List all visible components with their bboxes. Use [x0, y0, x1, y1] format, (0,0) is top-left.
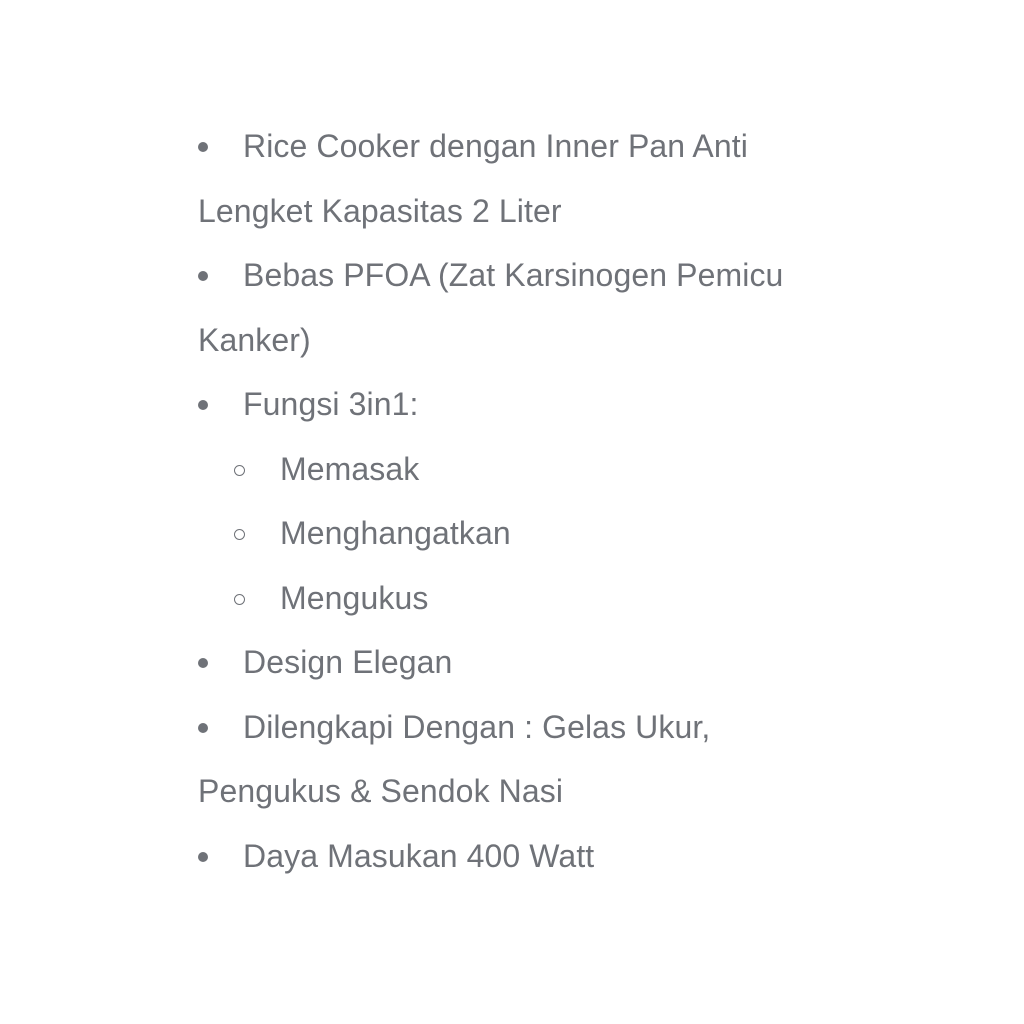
sub-list-item-text: Mengukus	[280, 579, 429, 616]
list-item	[198, 695, 858, 824]
list-item-text: Daya Masukan 400 Watt	[243, 837, 595, 874]
bullet-disc-icon	[198, 852, 208, 862]
list-item-text: Dilengkapi Dengan : Gelas Ukur, Pengukus & Sendok Nasi	[198, 708, 711, 809]
sub-list-item	[198, 501, 858, 566]
sub-list-item	[198, 566, 858, 631]
feature-list	[198, 114, 858, 888]
bullet-disc-icon	[198, 271, 208, 281]
list-item	[198, 372, 858, 437]
list-item	[198, 114, 858, 243]
list-item-text: Design Elegan	[243, 644, 453, 680]
sub-list-item	[198, 437, 858, 502]
list-item-text: Bebas PFOA (Zat Karsinogen Pemicu Kanker)	[198, 257, 784, 358]
list-item	[198, 824, 858, 889]
bullet-disc-icon	[198, 142, 208, 152]
bullet-disc-icon	[198, 658, 208, 668]
list-item-text: Fungsi 3in1:	[243, 386, 419, 422]
bullet-circle-icon	[234, 529, 245, 540]
sub-list-item-text: Memasak	[280, 450, 420, 487]
bullet-disc-icon	[198, 723, 208, 733]
bullet-disc-icon	[198, 400, 208, 410]
list-item-text: Rice Cooker dengan Inner Pan Anti Lengket Kapasitas 2 Liter	[198, 128, 748, 229]
sub-list-item-text: Menghangatkan	[280, 515, 511, 551]
list-item	[198, 243, 858, 372]
bullet-circle-icon	[234, 465, 245, 476]
list-item	[198, 630, 858, 695]
bullet-circle-icon	[234, 594, 245, 605]
